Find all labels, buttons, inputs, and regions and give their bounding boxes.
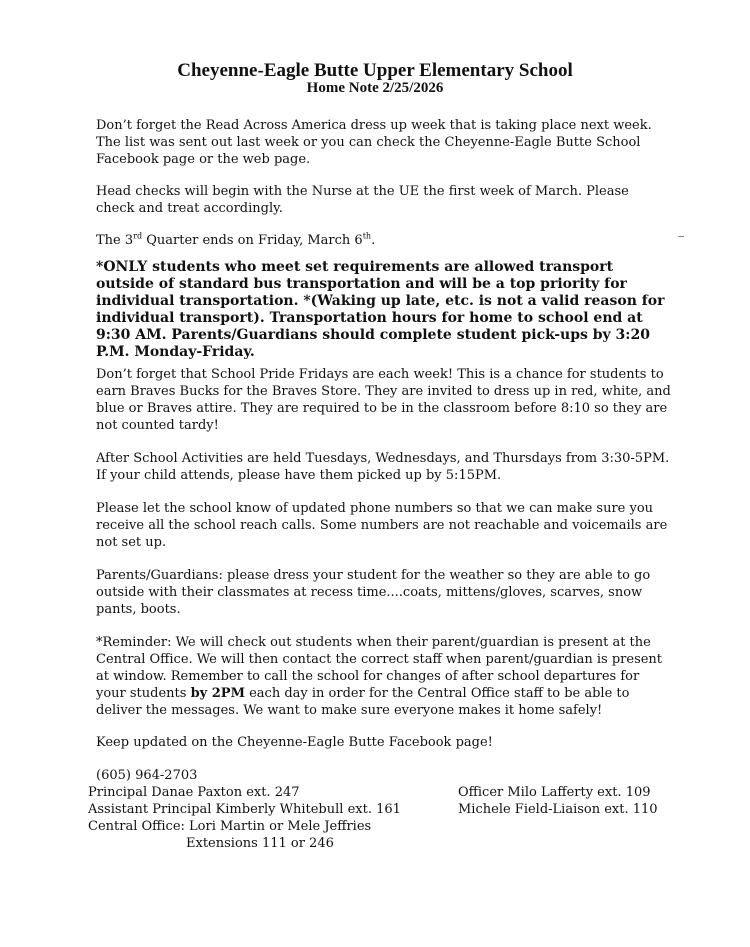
quarter-sup-2: th <box>362 231 372 241</box>
pride-fridays-paragraph: Don’t forget that School Pride Fridays are each week! This is a chance for students to earn Braves Bucks for the Braves Store. They are invited to dress up in red, white, and blue or Braves attire. They are required to be in the classroom before 8:10 so they are not counted tardy! <box>96 367 671 433</box>
reminder-deadline: by 2PM <box>190 686 245 701</box>
officer-contact: Officer Milo Lafferty ext. 109 <box>458 785 651 800</box>
reminder-text-1: *Reminder: We will check out students when their parent/guardian is present at the Central Office. We will then contact the correct staff when parent/guardian is present at window. Remember to call the school for changes of after school departures for your students <box>96 635 663 701</box>
school-title: Cheyenne-Eagle Butte Upper Elementary School <box>177 60 573 81</box>
quarter-text-3: . <box>371 233 376 248</box>
scan-speck <box>678 236 684 237</box>
reminder-paragraph <box>96 634 671 719</box>
note-date-title: Home Note 2/25/2026 <box>306 80 444 96</box>
school-phone: (605) 964-2703 <box>96 768 198 783</box>
quarter-text-1: The 3 <box>96 233 134 248</box>
read-across-paragraph: Don’t forget the Read Across America dress up week that is taking place next week. The list was sent out last week or you can check the Cheyenne-Eagle Butte School Facebook page or the web page. <box>96 118 652 167</box>
phone-numbers-paragraph: Please let the school know of updated phone numbers so that we can make sure you receive all the school reach calls. Some numbers are not reachable and voicemails are not set up. <box>96 501 668 550</box>
asst-principal-contact: Assistant Principal Kimberly Whitebull ext. 161 <box>88 802 401 817</box>
head-checks-paragraph: Head checks will begin with the Nurse at the UE the first week of March. Please check and treat accordingly. <box>96 184 629 216</box>
after-school-paragraph: After School Activities are held Tuesdays, Wednesdays, and Thursdays from 3:30-5PM. If your child attends, please have them picked up by 5:15PM. <box>96 451 670 483</box>
central-office-extensions: Extensions 111 or 246 <box>186 836 334 851</box>
principal-contact: Principal Danae Paxton ext. 247 <box>88 785 300 800</box>
liaison-contact: Michele Field-Liaison ext. 110 <box>458 802 658 817</box>
central-office-contact: Central Office: Lori Martin or Mele Jeffries <box>88 819 372 834</box>
quarter-text-2: Quarter ends on Friday, March 6 <box>142 233 363 248</box>
reminder-text-2: each day in order for the Central Office staff to be able to deliver the messages. We want to make sure everyone makes it home safely! <box>96 686 630 718</box>
quarter-sup-1: rd <box>133 231 143 241</box>
facebook-paragraph: Keep updated on the Cheyenne-Eagle Butte Facebook page! <box>96 735 493 750</box>
transport-paragraph: *ONLY students who meet set requirements are allowed transport outside of standard bus transportation and will be a top priority for individual transportation. *(Waking up late, etc. is not a valid reason for individual transport). Transportation hours for home to school end at 9:30 AM. Parents/Guardians should complete student pick-ups by 3:20 P.M. Monday-Friday. <box>96 259 665 360</box>
weather-paragraph: Parents/Guardians: please dress your student for the weather so they are able to go outside with their classmates at recess time....coats, mittens/gloves, scarves, snow pants, boots. <box>96 568 651 617</box>
quarter-end-paragraph <box>96 232 671 249</box>
